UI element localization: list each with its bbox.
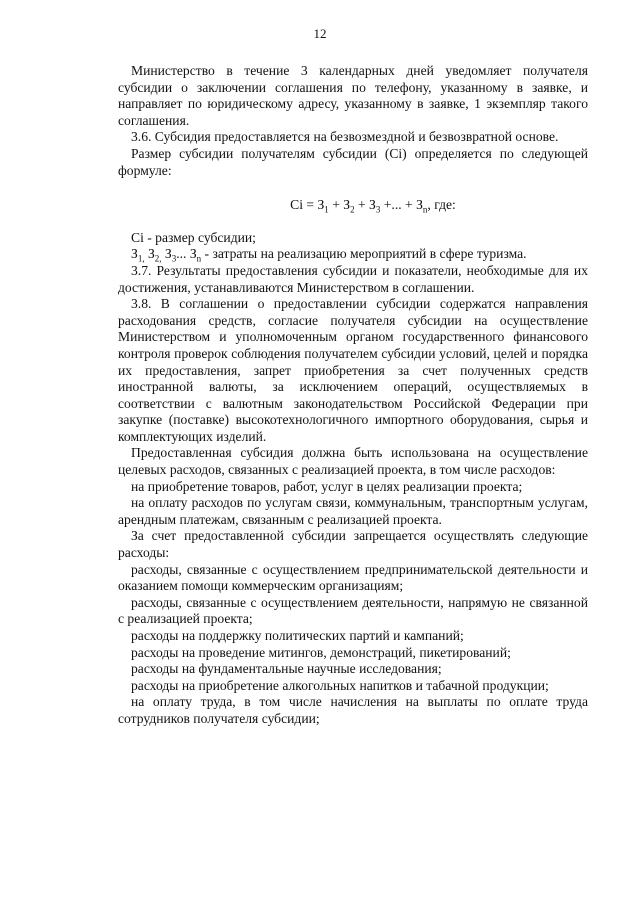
list-item: расходы на проведение митингов, демонстраций, пикетирований; [131, 644, 511, 660]
definition-z: $З_{1,}$ $З_{2,}$ $З_3$... $З_n$ - затраты на реализацию мероприятий в сфере туризма. [131, 246, 527, 265]
paragraph: 3.7. Результаты предоставления субсидии и показатели, необходимые для их достижения, устанавливаются Министерством в соглашении. [118, 262, 588, 295]
document-body [118, 63, 588, 728]
list-item: на оплату расходов по услугам связи, коммунальным, транспортным услугам, арендным платежам, связанным с реализацией проекта. [118, 495, 588, 527]
definition-ci: Ci - размер субсидии; [131, 229, 256, 245]
list-item: на приобретение товаров, работ, услуг в целях реализации проекта; [131, 478, 523, 494]
paragraph: Министерство в течение 3 календарных дней уведомляет получателя субсидии о заключении соглашения по телефону, указанному в заявке, и направляет по юридическому адресу, указанному в заявке, 1 экземпляр такого соглашения. [118, 63, 588, 128]
list-item: расходы, связанные с осуществлением предпринимательской деятельности и оказанием помощи коммерческим организациям; [118, 561, 588, 594]
page-number: 12 [313, 26, 327, 41]
paragraph: Размер субсидии получателям субсидии (Ci) определяется по следующей формуле: [118, 145, 588, 178]
list-item: расходы, связанные с осуществлением деятельности, напрямую не связанной с реализацией проекта; [118, 594, 588, 627]
paragraph: 3.6. Субсидия предоставляется на безвозмездной и безвозвратной основе. [131, 129, 559, 145]
paragraph: Предоставленная субсидия должна быть использована на осуществление целевых расходов, связанных с реализацией проекта, в том числе расходов: [118, 445, 588, 478]
paragraph: 3.8. В соглашении о предоставлении субсидии содержатся направления расходования средств, согласие получателя субсидии на осуществление Министерством и уполномоченным органом государственного финансового контроля проверок соблюдения получателем субсидии условий, целей и порядка их предоставления, запрет приобретения за счет полученных средств иностранной валюты, за исключением операций, осуществляемых в соответствии с валютным законодательством Российской Федерации при закупке (поставке) высокотехнологичного импортного оборудования, сырья и комплектующих изделий. [118, 296, 588, 444]
list-item: расходы на поддержку политических партий и кампаний; [131, 628, 464, 643]
list-item: расходы на приобретение алкогольных напитков и табачной продукции; [131, 677, 549, 693]
list-item: расходы на фундаментальные научные исследования; [131, 661, 442, 677]
list-item: на оплату труда, в том числе начисления на выплаты по оплате труда сотрудников получателя субсидии; [118, 694, 588, 726]
formula: $Ci = З_1 + З_2 + З_3$ +... + $З_n$, где: [290, 197, 456, 215]
paragraph: За счет предоставленной субсидии запрещается осуществлять следующие расходы: [118, 528, 588, 561]
